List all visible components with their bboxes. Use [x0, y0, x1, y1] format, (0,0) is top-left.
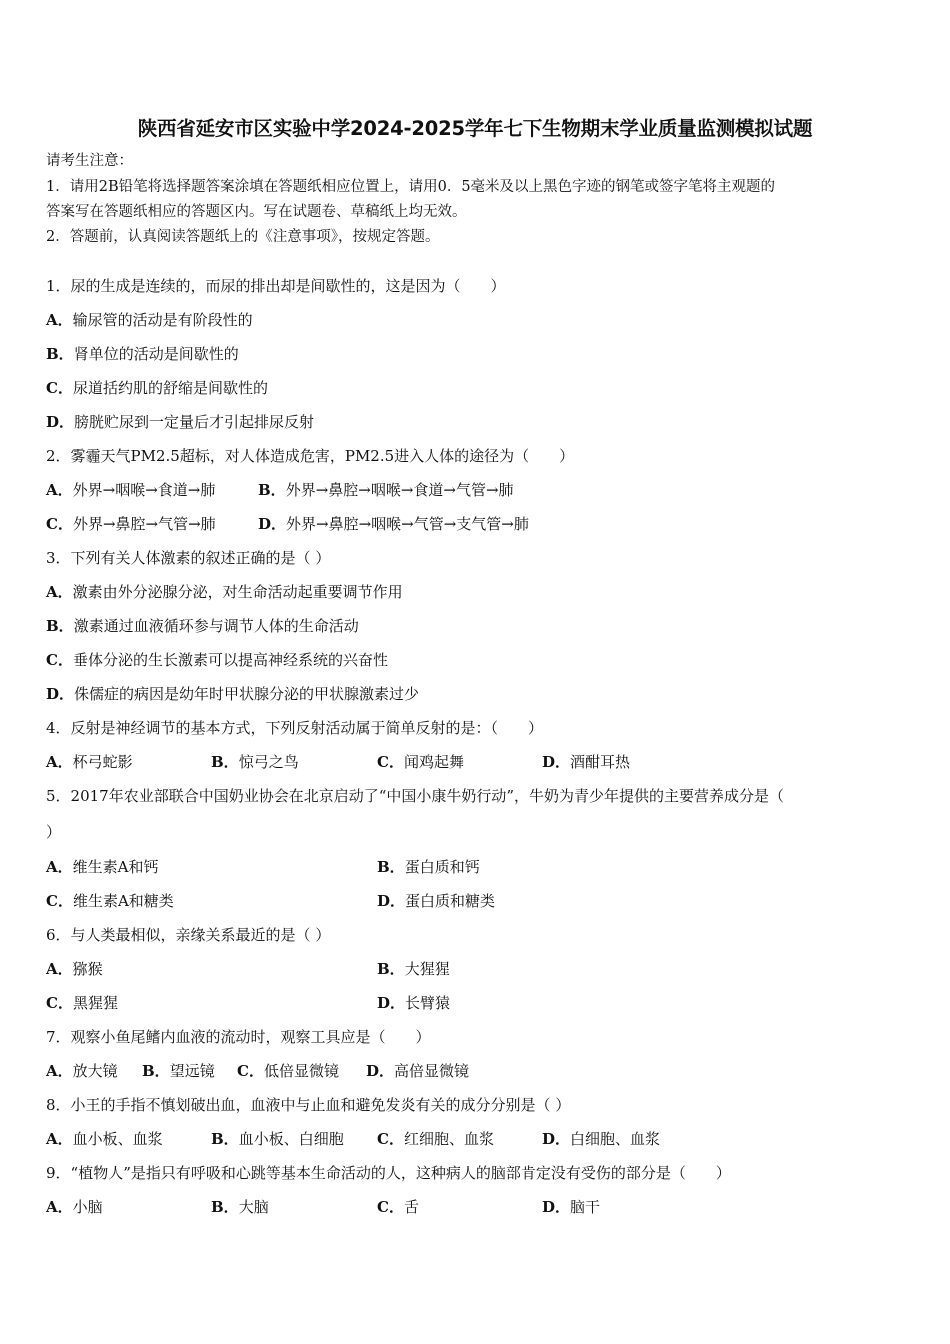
question-7-option-d: D．高倍显微镜: [366, 1062, 470, 1080]
notice-heading: 请考生注意：: [46, 153, 133, 169]
question-4-stem: 4．反射是神经调节的基本方式，下列反射活动属于简单反射的是：（ ）: [46, 719, 544, 737]
question-1-option-c: C．尿道括约肌的舒缩是间歇性的: [46, 379, 268, 397]
notice-line-1: 1．请用2B铅笔将选择题答案涂填在答题纸相应位置上，请用0．5毫米及以上黑色字迹的钢笔或签字笔将主观题的: [46, 179, 776, 195]
notice-line-2: 2．答题前，认真阅读答题纸上的《注意事项》，按规定答题。: [46, 229, 440, 245]
question-3-option-b: B．激素通过血液循环参与调节人体的生命活动: [46, 617, 359, 635]
question-9-option-c: C．舌: [377, 1198, 419, 1216]
question-4-option-d: D．酒酣耳热: [542, 753, 631, 771]
question-3-option-a: A．激素由外分泌腺分泌，对生命活动起重要调节作用: [46, 583, 403, 601]
question-8-option-a: A．血小板、血浆: [46, 1130, 163, 1148]
question-1-option-d: D．膀胱贮尿到一定量后才引起排尿反射: [46, 413, 315, 431]
question-7-option-a: A．放大镜: [46, 1062, 118, 1080]
question-6-option-c: C．黑猩猩: [46, 994, 118, 1012]
question-3-option-c: C．垂体分泌的生长激素可以提高神经系统的兴奋性: [46, 651, 388, 669]
question-3-stem: 3．下列有关人体激素的叙述正确的是（ ）: [46, 549, 331, 567]
question-2-option-b: B．外界→鼻腔→咽喉→食道→气管→肺: [258, 481, 514, 499]
question-4-option-a: A．杯弓蛇影: [46, 753, 133, 771]
question-3-option-d: D．侏儒症的病因是幼年时甲状腺分泌的甲状腺激素过少: [46, 685, 420, 703]
question-4-option-b: B．惊弓之鸟: [211, 753, 299, 771]
question-6-stem: 6．与人类最相似，亲缘关系最近的是（ ）: [46, 926, 331, 944]
question-5-stem: 5．2017年农业部联合中国奶业协会在北京启动了“中国小康牛奶行动”，牛奶为青少年提供的主要营养成分是（: [46, 787, 785, 805]
question-2-option-d: D．外界→鼻腔→咽喉→气管→支气管→肺: [258, 515, 529, 533]
page-title: 陕西省延安市区实验中学2024-2025学年七下生物期末学业质量监测模拟试题: [137, 117, 813, 140]
question-5-option-c: C．维生素A和糖类: [46, 892, 174, 910]
question-2-option-c: C．外界→鼻腔→气管→肺: [46, 515, 216, 533]
question-1-option-a: A．输尿管的活动是有阶段性的: [46, 311, 253, 329]
question-6-option-b: B．大猩猩: [377, 960, 450, 978]
question-2-option-a: A．外界→咽喉→食道→肺: [46, 481, 216, 499]
question-1-stem: 1．尿的生成是连续的，而尿的排出却是间歇性的，这是因为（ ）: [46, 277, 506, 295]
question-9-stem: 9．“植物人”是指只有呼吸和心跳等基本生命活动的人，这种病人的脑部肯定没有受伤的部分是（ ）: [46, 1164, 731, 1182]
question-8-stem: 8．小王的手指不慎划破出血，血液中与止血和避免发炎有关的成分分别是（ ）: [46, 1096, 571, 1114]
question-5-option-d: D．蛋白质和糖类: [377, 892, 496, 910]
question-5-option-a: A．维生素A和钙: [46, 858, 159, 876]
question-9-option-b: B．大脑: [211, 1198, 269, 1216]
question-2-stem: 2．雾霾天气PM2.5超标，对人体造成危害，PM2.5进入人体的途径为（ ）: [46, 447, 575, 465]
question-9-option-a: A．小脑: [46, 1198, 103, 1216]
question-8-option-b: B．血小板、白细胞: [211, 1130, 344, 1148]
question-1-option-b: B．肾单位的活动是间歇性的: [46, 345, 239, 363]
notice-line-1-cont: 答案写在答题纸相应的答题区内。写在试题卷、草稿纸上均无效。: [46, 204, 467, 220]
question-5-option-b: B．蛋白质和钙: [377, 858, 480, 876]
question-4-option-c: C．闻鸡起舞: [377, 753, 464, 771]
question-6-option-d: D．长臂猿: [377, 994, 451, 1012]
question-6-option-a: A．猕猴: [46, 960, 103, 978]
question-7-option-b: B．望远镜: [142, 1062, 215, 1080]
question-7-stem: 7．观察小鱼尾鳍内血液的流动时，观察工具应是（ ）: [46, 1028, 431, 1046]
question-7-option-c: C．低倍显微镜: [237, 1062, 339, 1080]
question-9-option-d: D．脑干: [542, 1198, 601, 1216]
question-8-option-c: C．红细胞、血浆: [377, 1130, 494, 1148]
question-8-option-d: D．白细胞、血浆: [542, 1130, 661, 1148]
question-5-stem-cont: ）: [46, 823, 62, 841]
